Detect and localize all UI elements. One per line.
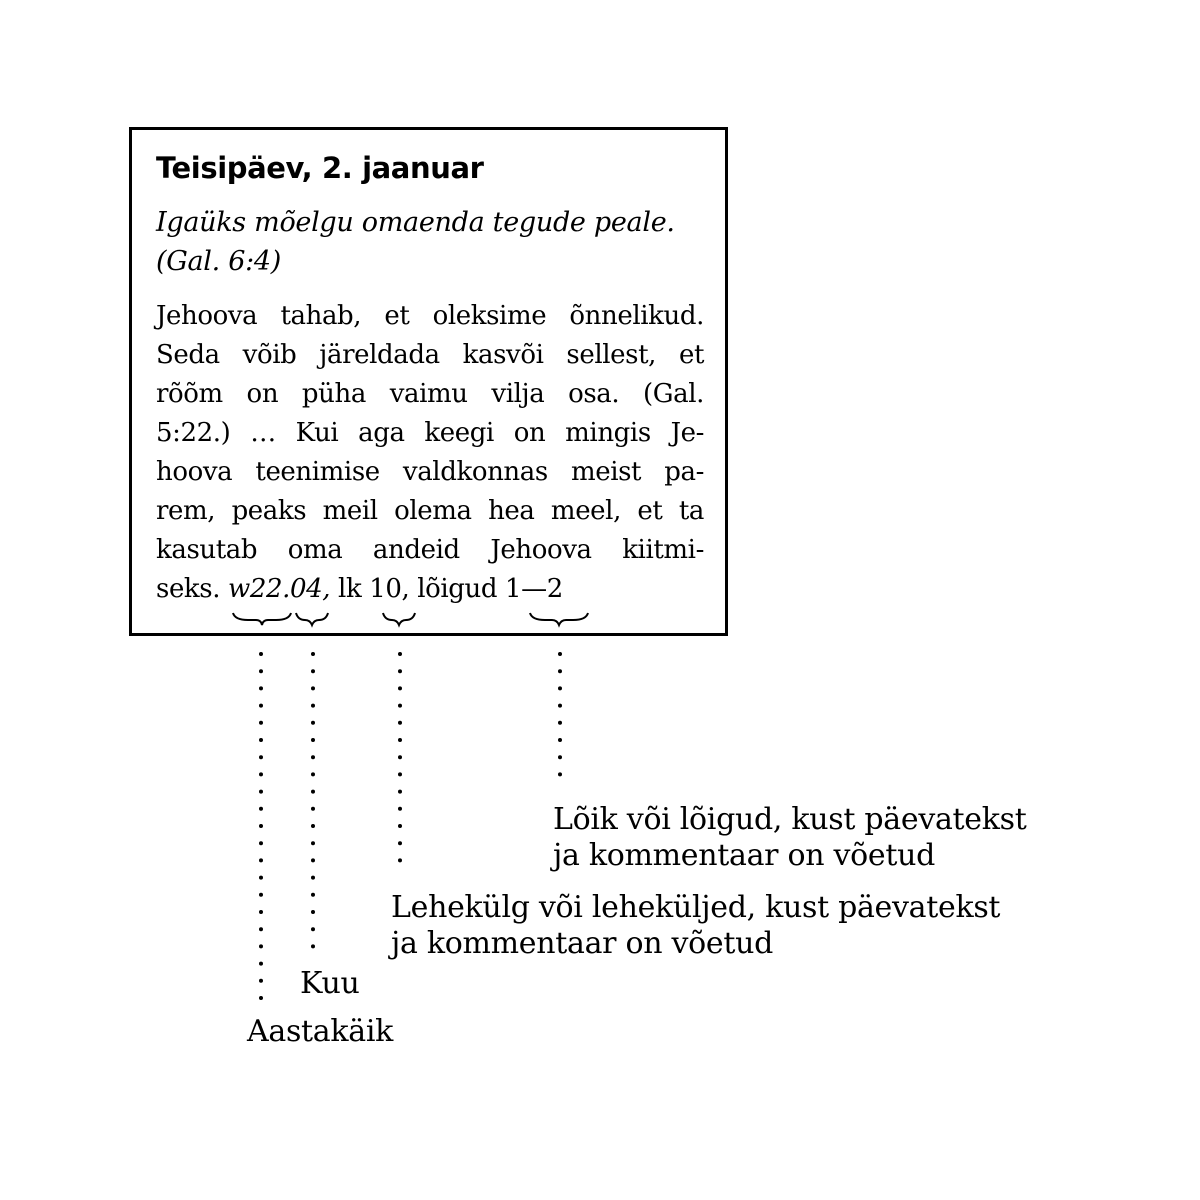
verse-line-1: Igaüks mõelgu omaenda tegude peale. xyxy=(156,207,675,238)
reference-line: seks. w22.04, lk 10, lõigud 1—2 xyxy=(156,574,563,604)
daily-text-card xyxy=(129,127,728,636)
paragraphs-label: Lõik või lõigud, kust päevatekst ja kommentaar on võetud xyxy=(553,802,1027,873)
comment-line: kasutab oma andeid Jehoova kiitmi- xyxy=(156,535,704,565)
comment-line: Jehoova tahab, et oleksime õnnelikud. xyxy=(156,301,704,331)
reference-paragraph-prefix: lõigud xyxy=(417,574,498,604)
verse-citation: (Gal. 6:4) xyxy=(156,246,281,277)
reference-year-code: w22. xyxy=(227,574,290,604)
reference-page: 10 xyxy=(369,574,402,604)
comment-line: rem, peaks meil olema hea meel, et ta xyxy=(156,496,704,526)
daily-verse xyxy=(156,203,704,281)
reference-paragraphs: 1—2 xyxy=(505,574,563,604)
reference-page-prefix: lk xyxy=(338,574,362,604)
comment-line: rõõm on püha vaimu vilja osa. (Gal. xyxy=(156,379,704,409)
comment-line: Seda võib järeldada kasvõi sellest, et xyxy=(156,340,704,370)
reference-month-code: 04 xyxy=(289,574,323,604)
comment-line: 5:22.) … Kui aga keegi on mingis Je- xyxy=(156,418,704,448)
comment-text xyxy=(156,297,704,609)
day-title: Teisipäev, 2. jaanuar xyxy=(156,151,484,185)
pages-label: Lehekülg või leheküljed, kust päevatekst ja kommentaar on võetud xyxy=(391,890,1001,961)
comment-line: hoova teenimise valdkonnas meist pa- xyxy=(156,457,704,487)
reference-prefix: seks. xyxy=(156,574,221,604)
year-label: Aastakäik xyxy=(247,1014,394,1049)
month-label: Kuu xyxy=(300,966,360,1001)
